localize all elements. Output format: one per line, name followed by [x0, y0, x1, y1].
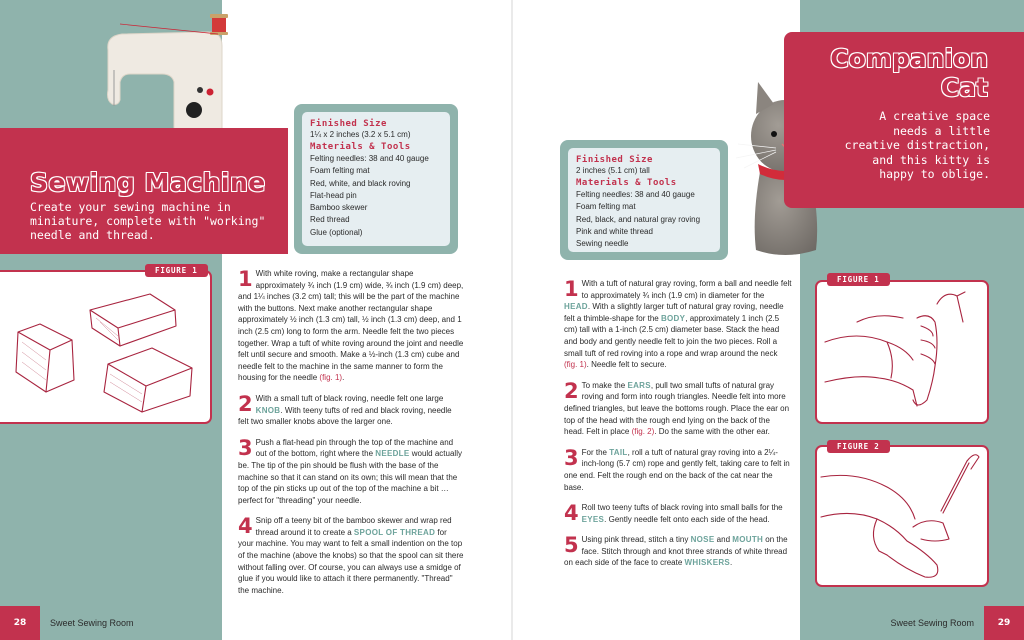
keyword: EYES [581, 514, 605, 524]
materials-heading: Materials & Tools [310, 142, 411, 152]
book-gutter [511, 0, 513, 640]
figure-reference: (fig. 1) [319, 373, 343, 383]
keyword: TAIL [609, 447, 628, 457]
material-item: Glue (optional) [310, 227, 363, 237]
finished-size-value: 2 inches (5.1 cm) tall [576, 166, 650, 175]
keyword: NOSE [690, 535, 715, 545]
step-number: 4 [564, 501, 579, 526]
step-text: , pull two small tufts of natural gray roving and form into rough triangles. Needle felt into more defined triangles, but leave the bottoms rough. Place the ear on top of the head with the rough end lying on the back of the head. Felt in place [564, 380, 790, 437]
step-number: 4 [238, 514, 253, 539]
material-item: Bamboo skewer [310, 203, 368, 213]
step-number: 5 [564, 533, 579, 558]
step-number: 2 [238, 391, 253, 416]
keyword: HEAD [564, 302, 588, 312]
figure-2-label-right: FIGURE 2 [827, 440, 890, 453]
step-text: Snip off a teeny bit of the bamboo skewer and wrap red thread around it to create a [255, 516, 452, 537]
material-item: Felting needles: 38 and 40 gauge [576, 190, 695, 199]
materials-list [310, 153, 442, 239]
materials-list [576, 189, 712, 250]
keyword: NEEDLE [375, 449, 410, 459]
step-text: and [714, 535, 733, 545]
step-text: With a tuft of natural gray roving, form a ball and needle felt to approximately ¾ inch (1.9 cm) in diameter for the [581, 279, 792, 300]
keyword: WHISKERS [684, 558, 731, 568]
materials-heading: Materials & Tools [576, 178, 677, 188]
material-item: Red, black, and natural gray roving [576, 214, 701, 224]
step-number: 1 [238, 267, 253, 291]
step-text: Push a flat-head pin through the top of the machine and out of the bottom, right where the [255, 437, 454, 459]
sewing-machine-photo [100, 10, 230, 140]
step-text: . Needle felt to secure. [586, 360, 667, 370]
keyword: KNOB [255, 405, 281, 415]
step-text: . [730, 558, 733, 568]
step-text: . [342, 373, 345, 383]
step-number: 3 [564, 445, 579, 470]
figure-1-felt-blocks [0, 270, 212, 424]
step-text: would actually be. The tip of the pin should be flush with the base of the machine so that it can stand on its own; this will mean that the top of the pin sticks up out of the top of the machine a bit … perfect for "threading" your needle. [238, 449, 462, 505]
step-number: 2 [564, 378, 579, 403]
instructions-left [238, 268, 464, 605]
running-head-right: Sweet Sewing Room [890, 618, 974, 628]
material-item: Sewing needle [576, 239, 629, 249]
materials-box-left [294, 104, 458, 254]
project-title-companion-cat: Companion Cat [830, 44, 988, 102]
keyword: SPOOL OF THREAD [353, 527, 436, 537]
project-subtitle: A creative space needs a little creative distraction, and this kitty is happy to oblige. [844, 109, 990, 181]
step-text: With white roving, make a rectangular shape approximately ¾ inch (1.9 cm) wide, ¾ inch (1.9 cm) deep, and 1¼ inches (3.2 cm) tall; this will be the part of the machine with the buttons. Next make another rectangular shape approximately ½ inch (1.3 cm) tall, ½ inch (1.3 cm) deep, and 1 inch (2.5 cm) long to form the arm. Needle felt the two pieces together. Wrap a tuft of white roving around the joint and needle felt until secure and smooth. Make a ½-inch (1.3 cm) cube and needle felt to the machine in the same manner to form the housing for the needle [238, 269, 464, 383]
project-subtitle: Create your sewing machine in miniature, complete with "working" needle and thread. [30, 200, 266, 242]
left-title-panel [0, 128, 288, 254]
instruction-step [238, 437, 464, 507]
project-title-sewing-machine: Sewing Machine [30, 168, 266, 197]
instruction-step [238, 393, 464, 428]
step-number: 3 [238, 435, 253, 460]
step-text: , roll a tuft of natural gray roving into a 2¼-inch-long (5.7 cm) rope and gently felt, taking care to felt in one end. Felt the rough end on the back of the cat near the base. [564, 447, 790, 492]
right-title-panel [784, 32, 1024, 208]
page-number-left: 28 [0, 606, 40, 640]
instruction-step [564, 502, 792, 525]
figure-reference: (fig. 2) [631, 427, 655, 437]
figure-reference: (fig. 1) [564, 360, 587, 370]
figure-1-label-right: FIGURE 1 [827, 273, 890, 286]
keyword: BODY [660, 313, 686, 323]
step-text: , approximately 1 inch (2.5 cm) tall with a 1-inch (2.5 cm) diameter base. Stack the head and body and gently needle felt to join the two pieces. Roll a small tuft of red roving into a rope and wrap around the neck [564, 313, 780, 358]
step-text: Using pink thread, stitch a tiny [581, 535, 691, 545]
material-item: Flat-head pin [310, 190, 357, 200]
step-number: 1 [564, 277, 579, 301]
step-text: . Do the same with the other ear. [654, 427, 770, 437]
instructions-right [564, 278, 792, 578]
materials-box-right [560, 140, 728, 260]
hand-holding-cat-illustration [817, 282, 987, 422]
figure-1-neck-wrap [815, 280, 989, 424]
figure-2-ear-felting [815, 445, 989, 587]
running-head-left: Sweet Sewing Room [50, 618, 134, 628]
instruction-step [238, 268, 464, 384]
instruction-step [564, 380, 792, 438]
needle-felting-ear-illustration [817, 447, 987, 585]
material-item: Pink and white thread [576, 226, 653, 236]
step-text: for your machine. You may want to felt a small indention on the top of the machine (above the knobs) so that the spool can sit there without falling over. Of course, you can always use a smidge of glue if you would like to attach it there permanently. "Thread" the machine. [238, 527, 464, 595]
step-text: . Gently needle felt onto each side of the head. [604, 514, 770, 524]
instruction-step [564, 534, 792, 569]
keyword: MOUTH [732, 535, 764, 545]
felt-blocks-illustration [0, 272, 210, 422]
step-text: To make the [581, 380, 628, 390]
finished-size-value: 1¼ x 2 inches (3.2 x 5.1 cm) [310, 130, 411, 139]
step-text: . With teeny tufts of red and black roving, needle felt two smaller knobs above the larger one. [238, 405, 452, 427]
material-item: Foam felting mat [310, 166, 370, 176]
keyword: EARS [627, 380, 651, 390]
instruction-step [238, 515, 464, 596]
material-item: Felting needles: 38 and 40 gauge [310, 154, 429, 163]
figure-1-label-left: FIGURE 1 [145, 264, 208, 277]
instruction-step [564, 278, 792, 371]
step-text: With a small tuft of black roving, needle felt one large [255, 393, 444, 403]
material-item: Foam felting mat [576, 202, 636, 212]
step-text: Roll two teeny tufts of black roving into small balls for the [581, 503, 783, 513]
step-text: . With a slightly larger tuft of natural gray roving, needle felt a thimble-shape for the [564, 302, 784, 323]
finished-size-heading: Finished Size [576, 155, 653, 165]
finished-size-heading: Finished Size [310, 119, 387, 129]
page-number-right: 29 [984, 606, 1024, 640]
instruction-step [564, 447, 792, 493]
material-item: Red thread [310, 215, 350, 225]
material-item: Red, white, and black roving [310, 178, 411, 188]
step-text: For the [581, 447, 610, 457]
step-text: on the face. Stitch through and knot three strands of white thread on each side of the face to create [564, 535, 788, 568]
